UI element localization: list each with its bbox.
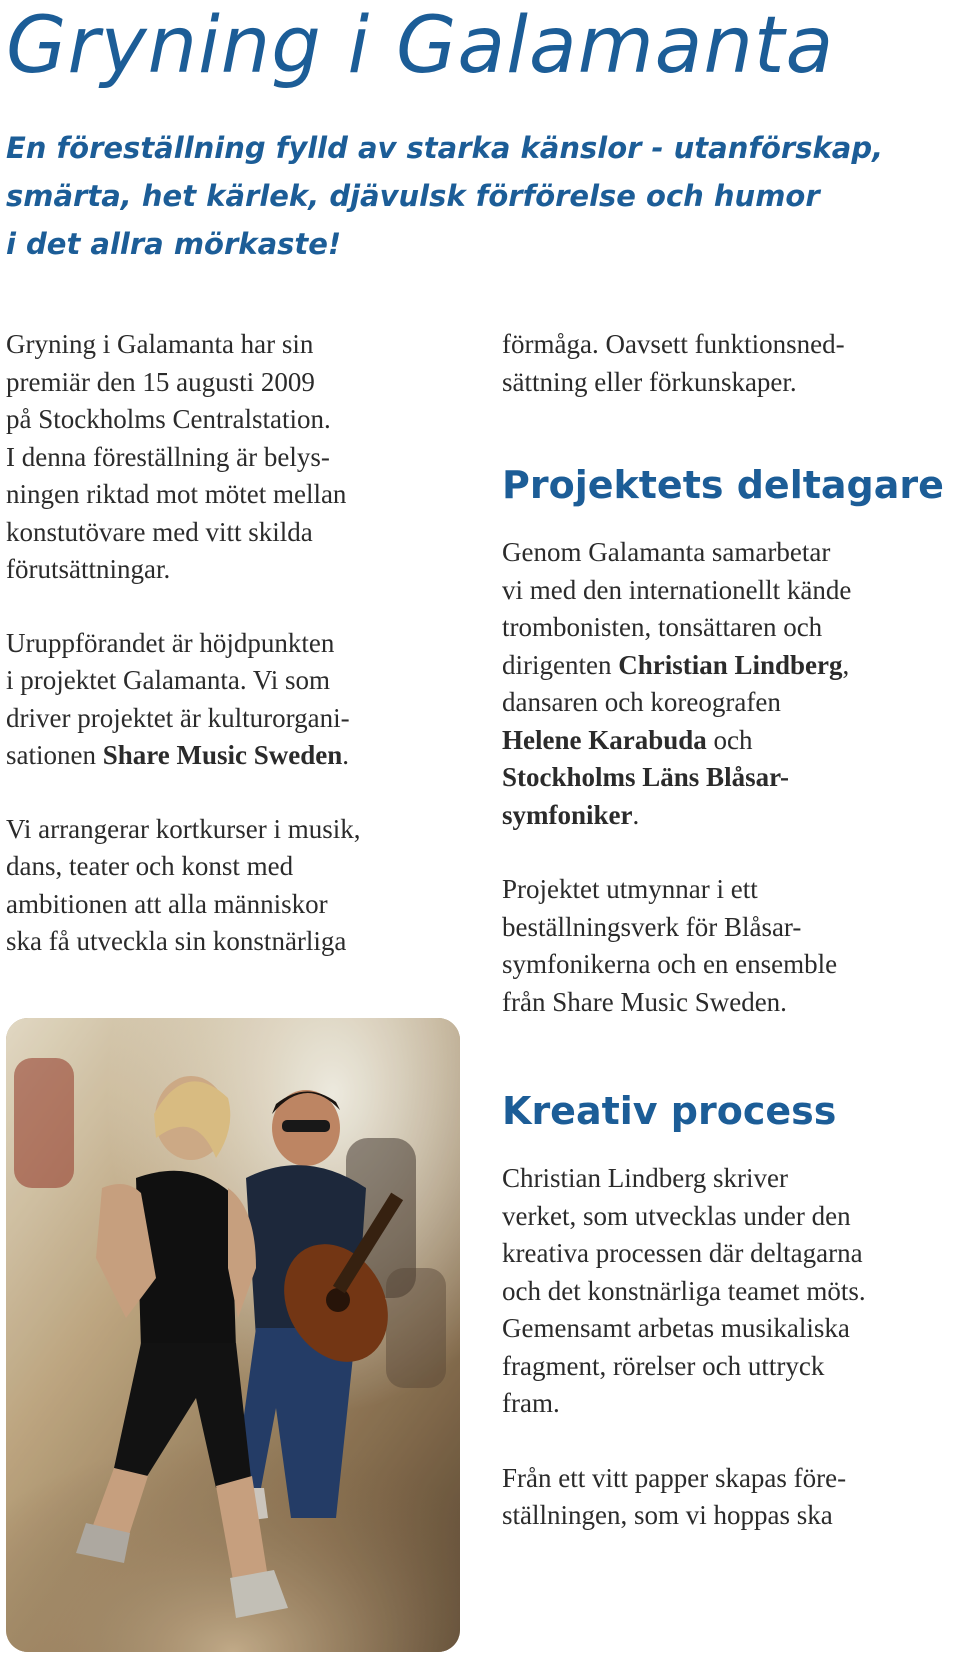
text-line: Uruppförandet är höjdpunkten xyxy=(6,627,335,658)
text-line: symfonikerna och en ensemble xyxy=(502,949,838,979)
person-name: Christian Lindberg xyxy=(618,649,843,680)
person-name: Helene Karabuda xyxy=(502,724,707,755)
papper-paragraph xyxy=(502,1460,952,1535)
left-column xyxy=(6,326,456,961)
text-line xyxy=(502,722,952,760)
text-line: vi med den internationellt kände xyxy=(502,574,852,605)
text-line: driver projektet är kulturorgani- xyxy=(6,702,350,733)
page-title: Gryning i Galamanta xyxy=(6,1,835,91)
subtitle-line: En föreställning fylld av starka känslor - utanförskap, xyxy=(6,131,884,165)
text-line: förutsättningar. xyxy=(6,554,171,584)
text-line: fragment, rörelser och uttryck xyxy=(502,1350,825,1381)
text-line: på Stockholms Centralstation. xyxy=(6,404,331,434)
text-fragment: . xyxy=(632,799,640,830)
continuation-paragraph xyxy=(502,326,952,401)
text-line: och det konstnärliga teamet möts. xyxy=(502,1275,866,1306)
intro-paragraph xyxy=(6,326,456,589)
orchestra-name: Stockholms Läns Blåsar- xyxy=(502,762,790,792)
text-line: ambitionen att alla människor xyxy=(6,888,328,919)
text-fragment: dirigenten xyxy=(502,649,619,680)
text-line: kreativa processen där deltagarna xyxy=(502,1238,863,1268)
deltagare-paragraph xyxy=(502,534,952,834)
text-line: Från ett vitt papper skapas före- xyxy=(502,1462,847,1493)
orchestra-name: symfoniker xyxy=(502,799,633,830)
uruppforandet-paragraph xyxy=(6,625,456,775)
text-line: ska få utveckla sin konstnärliga xyxy=(6,926,347,956)
kortkurser-paragraph xyxy=(6,811,456,961)
text-line xyxy=(502,797,952,835)
section-heading-kreativ-process: Kreativ process xyxy=(502,1089,837,1133)
text-line xyxy=(502,759,952,797)
text-line: i projektet Galamanta. Vi som xyxy=(6,665,331,695)
text-line: från Share Music Sweden. xyxy=(502,986,787,1017)
text-line: Vi arrangerar kortkurser i musik, xyxy=(6,813,361,844)
text-line xyxy=(502,647,952,685)
process-paragraph xyxy=(502,1160,952,1423)
right-column xyxy=(502,326,952,1535)
text-fragment: och xyxy=(706,724,753,755)
text-line: Projektet utmynnar i ett xyxy=(502,874,758,904)
text-line: trombonisten, tonsättaren och xyxy=(502,612,823,642)
text-line: dansaren och koreografen xyxy=(502,687,781,717)
subtitle xyxy=(6,124,946,268)
text-line: beställningsverk för Blåsar- xyxy=(502,911,802,942)
text-line: ställningen, som vi hoppas ska xyxy=(502,1500,833,1530)
text-fragment: . xyxy=(342,740,350,770)
text-line: Christian Lindberg skriver xyxy=(502,1163,788,1193)
text-line: sättning eller förkunskaper. xyxy=(502,366,797,397)
rehearsal-photo xyxy=(6,1018,460,1652)
text-line xyxy=(6,737,456,775)
text-line: premiär den 15 augusti 2009 xyxy=(6,366,315,397)
subtitle-line: smärta, het kärlek, djävulsk förförelse och humor xyxy=(6,179,820,213)
subtitle-line: i det allra mörkaste! xyxy=(6,227,342,261)
text-line: verket, som utvecklas under den xyxy=(502,1200,851,1231)
text-line: Gemensamt arbetas musikaliska xyxy=(502,1313,850,1343)
section-heading-deltagare: Projektets deltagare xyxy=(502,463,944,507)
text-fragment: , xyxy=(842,649,850,680)
bestallningsverk-paragraph xyxy=(502,871,952,1021)
text-line: dans, teater och konst med xyxy=(6,851,294,881)
text-line: I denna föreställning är belys- xyxy=(6,441,330,472)
text-line: Gryning i Galamanta har sin xyxy=(6,329,314,359)
text-line: ningen riktad mot mötet mellan xyxy=(6,479,347,509)
text-line: konstutövare med vitt skilda xyxy=(6,516,313,547)
text-line: fram. xyxy=(502,1388,560,1418)
text-line: förmåga. Oavsett funktionsned- xyxy=(502,329,845,359)
text-fragment: sationen xyxy=(6,740,103,770)
text-line: Genom Galamanta samarbetar xyxy=(502,537,831,567)
organisation-name: Share Music Sweden xyxy=(102,740,343,770)
